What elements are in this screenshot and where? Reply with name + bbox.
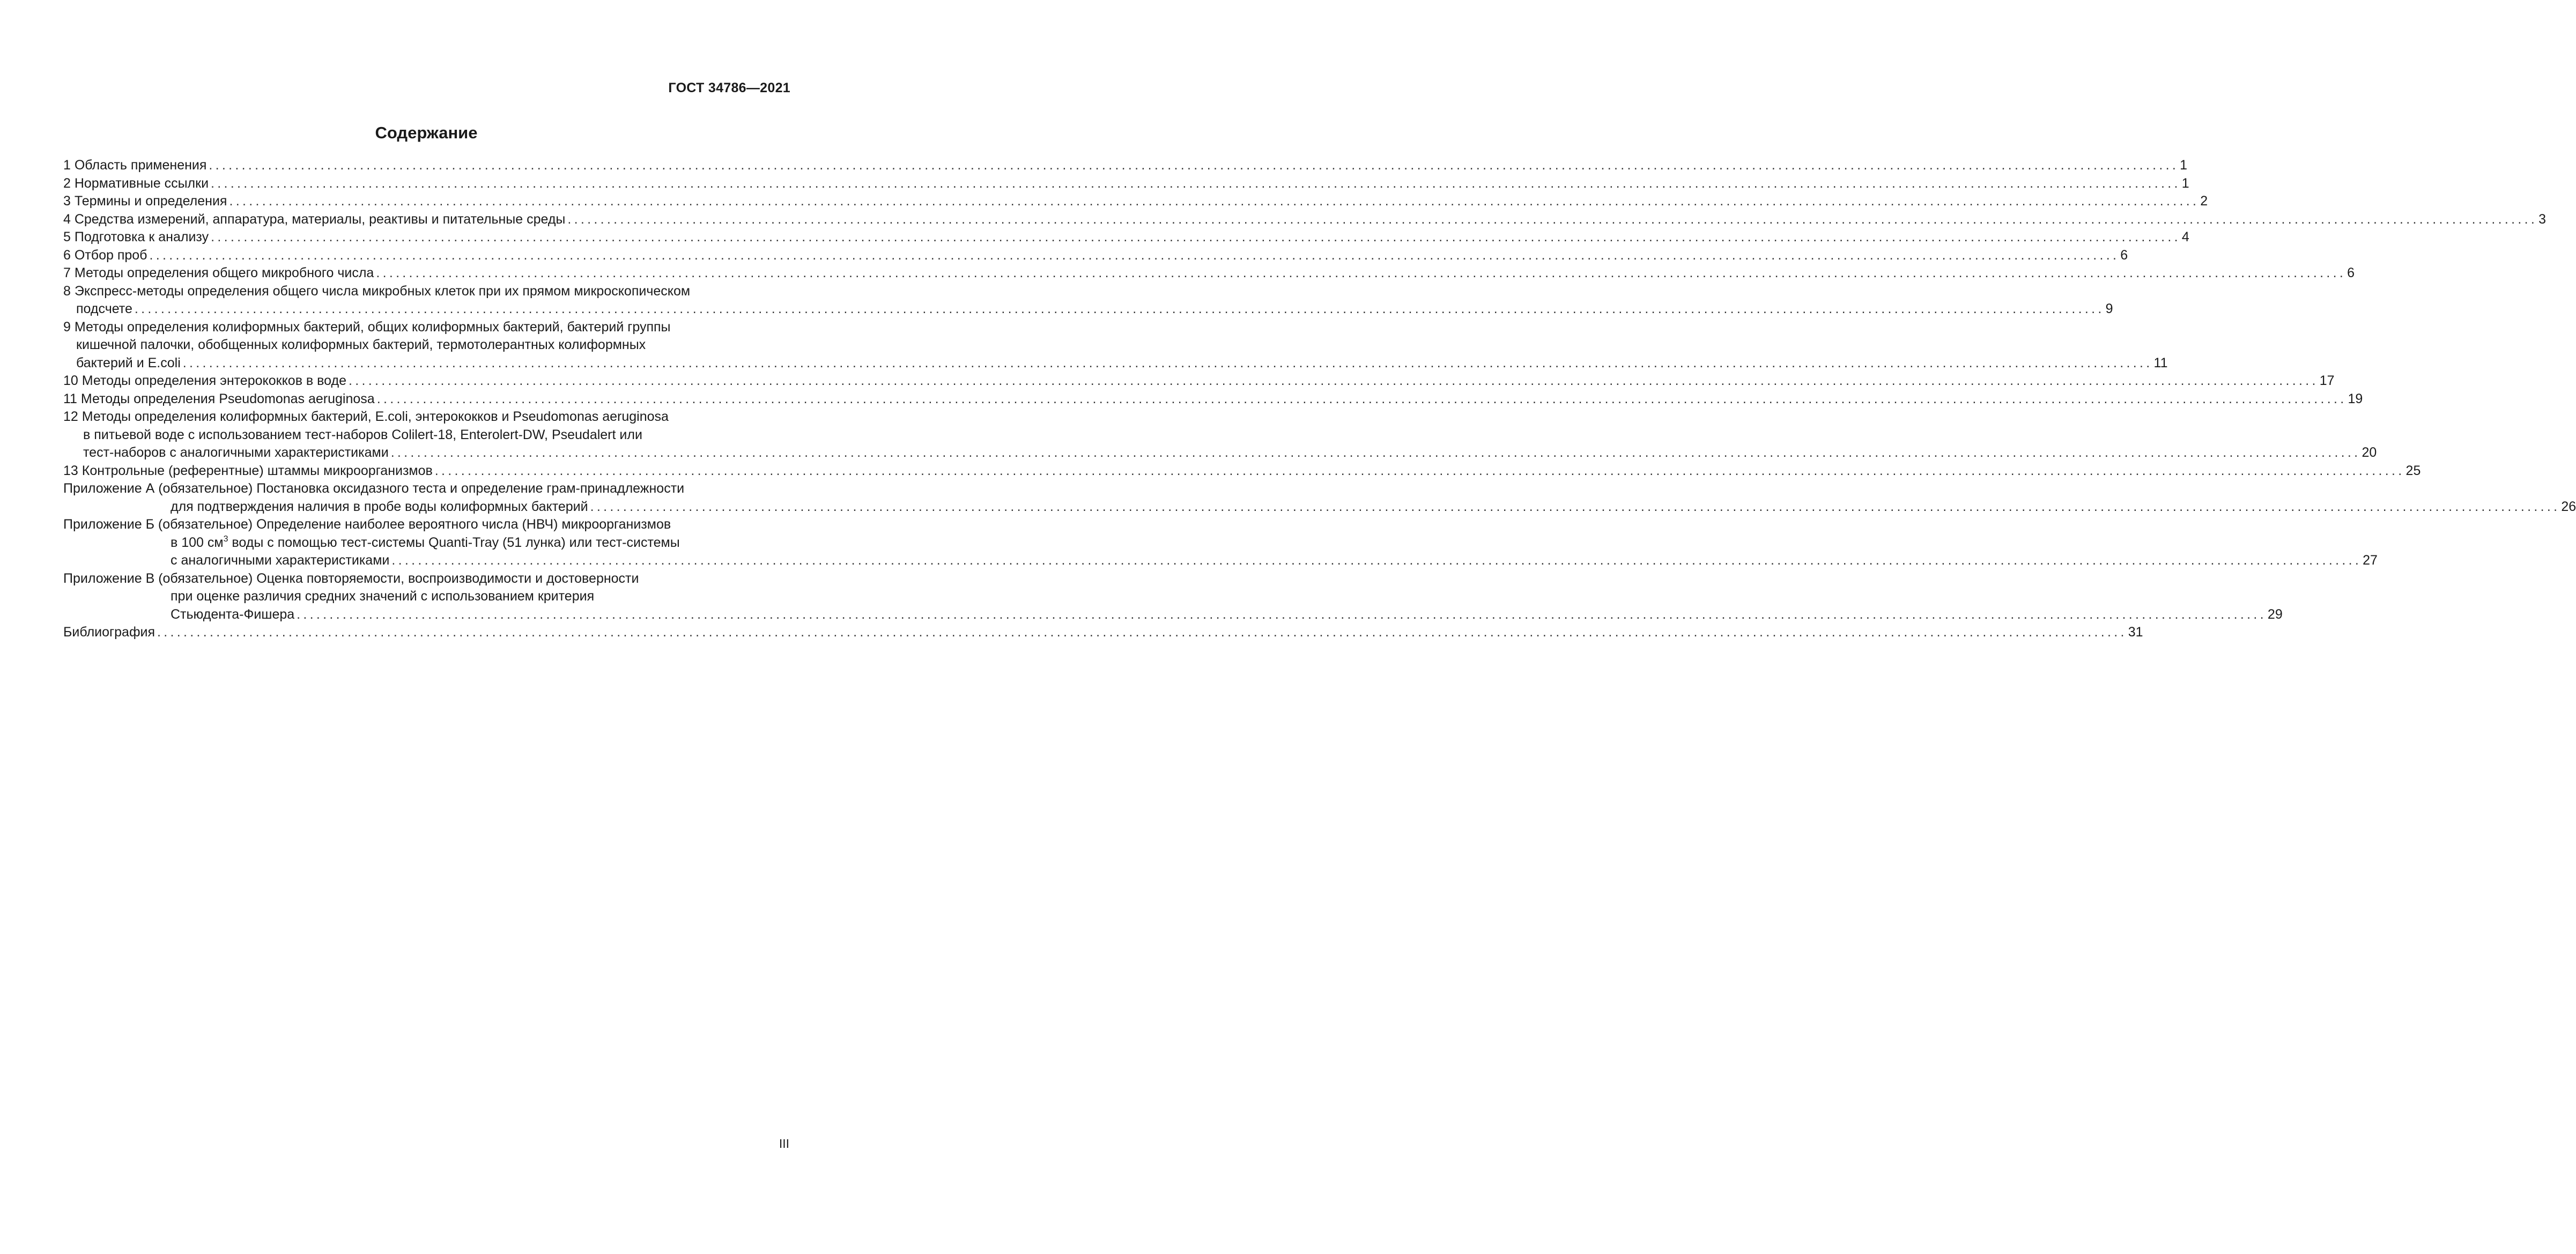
toc-entry-title: для подтверждения наличия в пробе воды колиформных бактерий bbox=[171, 499, 588, 514]
toc-entry-page: 25 bbox=[2405, 463, 2421, 478]
toc-leader: ............................................................................................................................................................................................................................................................................................................ bbox=[229, 194, 2200, 209]
toc-entry-page: 2 bbox=[2200, 194, 2208, 209]
toc-entry-page: 3 bbox=[2538, 211, 2547, 227]
toc-entry[interactable] bbox=[63, 192, 2208, 211]
toc-leader: ............................................................................................................................................................................................................................................................................................................ bbox=[349, 373, 2319, 388]
page-number: III bbox=[779, 1137, 789, 1151]
toc-entry-page: 6 bbox=[2120, 247, 2128, 263]
toc-entry[interactable] bbox=[63, 228, 2189, 247]
toc-entry-title: 4 Средства измерений, аппаратура, материалы, реактивы и питательные среды bbox=[63, 211, 566, 227]
toc-entry-title: 13 Контрольные (референтные) штаммы микроорганизмов bbox=[63, 463, 433, 478]
toc-entry-appendix-a[interactable] bbox=[63, 480, 2576, 516]
toc-leader: ............................................................................................................................................................................................................................................................................................................ bbox=[149, 247, 2120, 263]
toc-leader: ............................................................................................................................................................................................................................................................................................................ bbox=[434, 463, 2405, 478]
standard-code: ГОСТ 34786—2021 bbox=[668, 80, 790, 95]
toc-leader: ............................................................................................................................................................................................................................................................................................................ bbox=[391, 553, 2362, 568]
toc-entry-title-line: при оценке различия средних значений с использованием критерия bbox=[171, 589, 595, 604]
toc-entry-title: 1 Область применения bbox=[63, 158, 207, 173]
toc-entry[interactable] bbox=[63, 408, 2377, 462]
toc-entry-title: подсчете bbox=[76, 301, 132, 316]
toc-entry-appendix-b[interactable] bbox=[63, 516, 2378, 570]
toc-entry-title-line: Приложение А (обязательное) Постановка оксидазного теста и определение грам-принадлежности bbox=[63, 481, 685, 496]
table-of-contents bbox=[63, 157, 2576, 642]
toc-entry-appendix-v[interactable] bbox=[63, 570, 2283, 624]
toc-leader: ............................................................................................................................................................................................................................................................................................................ bbox=[590, 499, 2560, 514]
toc-leader: ............................................................................................................................................................................................................................................................................................................ bbox=[297, 606, 2267, 622]
toc-leader: ............................................................................................................................................................................................................................................................................................................ bbox=[209, 158, 2179, 173]
toc-entry-title: 10 Методы определения энтерококков в воде bbox=[63, 373, 346, 388]
toc-entry-title-line: 8 Экспресс-методы определения общего числа микробных клеток при их прямом микроскопическом bbox=[63, 283, 691, 299]
toc-entry-page: 31 bbox=[2128, 625, 2143, 640]
toc-leader: ............................................................................................................................................................................................................................................................................................................ bbox=[157, 625, 2127, 640]
toc-entry-title-line: 9 Методы определения колиформных бактерий, общих колиформных бактерий, бактерий группы bbox=[63, 319, 671, 335]
toc-entry-title: Библиография bbox=[63, 625, 156, 640]
toc-entry[interactable] bbox=[63, 211, 2547, 229]
toc-entry[interactable] bbox=[63, 318, 2168, 373]
superscript: 3 bbox=[223, 534, 228, 544]
toc-entry-title: 2 Нормативные ссылки bbox=[63, 175, 209, 191]
toc-entry-title: Стьюдента-Фишера bbox=[171, 606, 295, 622]
toc-entry-page: 6 bbox=[2347, 265, 2355, 280]
toc-entry-page: 26 bbox=[2561, 499, 2576, 514]
toc-leader: ............................................................................................................................................................................................................................................................................................................ bbox=[134, 301, 2105, 316]
toc-entry-page: 17 bbox=[2319, 373, 2335, 388]
toc-leader: ............................................................................................................................................................................................................................................................................................................ bbox=[211, 175, 2181, 191]
toc-entry-page: 4 bbox=[2181, 229, 2189, 244]
toc-leader: ............................................................................................................................................................................................................................................................................................................ bbox=[211, 229, 2181, 244]
toc-entry-text: в 100 см bbox=[171, 535, 224, 550]
toc-entry-title: тест-наборов с аналогичными характеристиками bbox=[83, 445, 389, 460]
toc-entry-title: 6 Отбор проб bbox=[63, 247, 147, 263]
toc-entry[interactable] bbox=[63, 462, 2421, 480]
toc-entry-title-line: в питьевой воде с использованием тест-наборов Colilert-18, Enterolert-DW, Pseudalert или bbox=[83, 427, 642, 442]
toc-entry-title-line: Приложение Б (обязательное) Определение наиболее вероятного числа (НВЧ) микроорганизмов bbox=[63, 517, 671, 532]
toc-leader: ............................................................................................................................................................................................................................................................................................................ bbox=[567, 211, 2538, 227]
toc-entry-page: 19 bbox=[2348, 391, 2363, 406]
toc-entry-title-line: 12 Методы определения колиформных бактерий, E.coli, энтерококков и Pseudomonas aeruginosa bbox=[63, 409, 669, 424]
toc-leader: ............................................................................................................................................................................................................................................................................................................ bbox=[390, 445, 2361, 460]
toc-entry-page: 11 bbox=[2153, 355, 2168, 370]
toc-entry-title-line bbox=[63, 534, 789, 552]
toc-entry-title-line: кишечной палочки, обобщенных колиформных бактерий, термотолерантных колиформных bbox=[76, 337, 646, 352]
toc-entry-title: 11 Методы определения Pseudomonas aeruginosa bbox=[63, 391, 375, 406]
toc-entry-title: бактерий и E.coli bbox=[76, 355, 181, 370]
toc-entry[interactable] bbox=[63, 247, 2128, 265]
toc-entry-page: 27 bbox=[2363, 553, 2378, 568]
toc-entry-title-line: Приложение В (обязательное) Оценка повторяемости, воспроизводимости и достоверности bbox=[63, 570, 639, 586]
toc-entry[interactable] bbox=[63, 283, 2113, 318]
page-title: Содержание bbox=[375, 123, 478, 142]
toc-entry-title: 7 Методы определения общего микробного числа bbox=[63, 265, 374, 280]
toc-entry[interactable] bbox=[63, 175, 2189, 193]
toc-entry[interactable] bbox=[63, 157, 2188, 175]
toc-entry-title: с аналогичными характеристиками bbox=[171, 553, 390, 568]
toc-entry-page: 9 bbox=[2105, 301, 2113, 316]
toc-leader: ............................................................................................................................................................................................................................................................................................................ bbox=[376, 265, 2346, 280]
toc-entry-bibliography[interactable] bbox=[63, 624, 2143, 642]
toc-entry-text: воды с помощью тест-системы Quanti-Tray (51 лунка) или тест-системы bbox=[228, 535, 680, 550]
toc-entry[interactable] bbox=[63, 372, 2335, 390]
toc-entry-page: 29 bbox=[2267, 606, 2283, 622]
toc-entry-title: 3 Термины и определения bbox=[63, 194, 227, 209]
toc-entry-page: 20 bbox=[2362, 445, 2377, 460]
toc-entry-page: 1 bbox=[2181, 175, 2189, 191]
toc-entry[interactable] bbox=[63, 390, 2363, 409]
toc-leader: ............................................................................................................................................................................................................................................................................................................ bbox=[182, 355, 2153, 370]
toc-entry[interactable] bbox=[63, 264, 2355, 283]
toc-entry-page: 1 bbox=[2180, 158, 2188, 173]
toc-leader: ............................................................................................................................................................................................................................................................................................................ bbox=[376, 391, 2347, 406]
toc-entry-title: 5 Подготовка к анализу bbox=[63, 229, 209, 244]
